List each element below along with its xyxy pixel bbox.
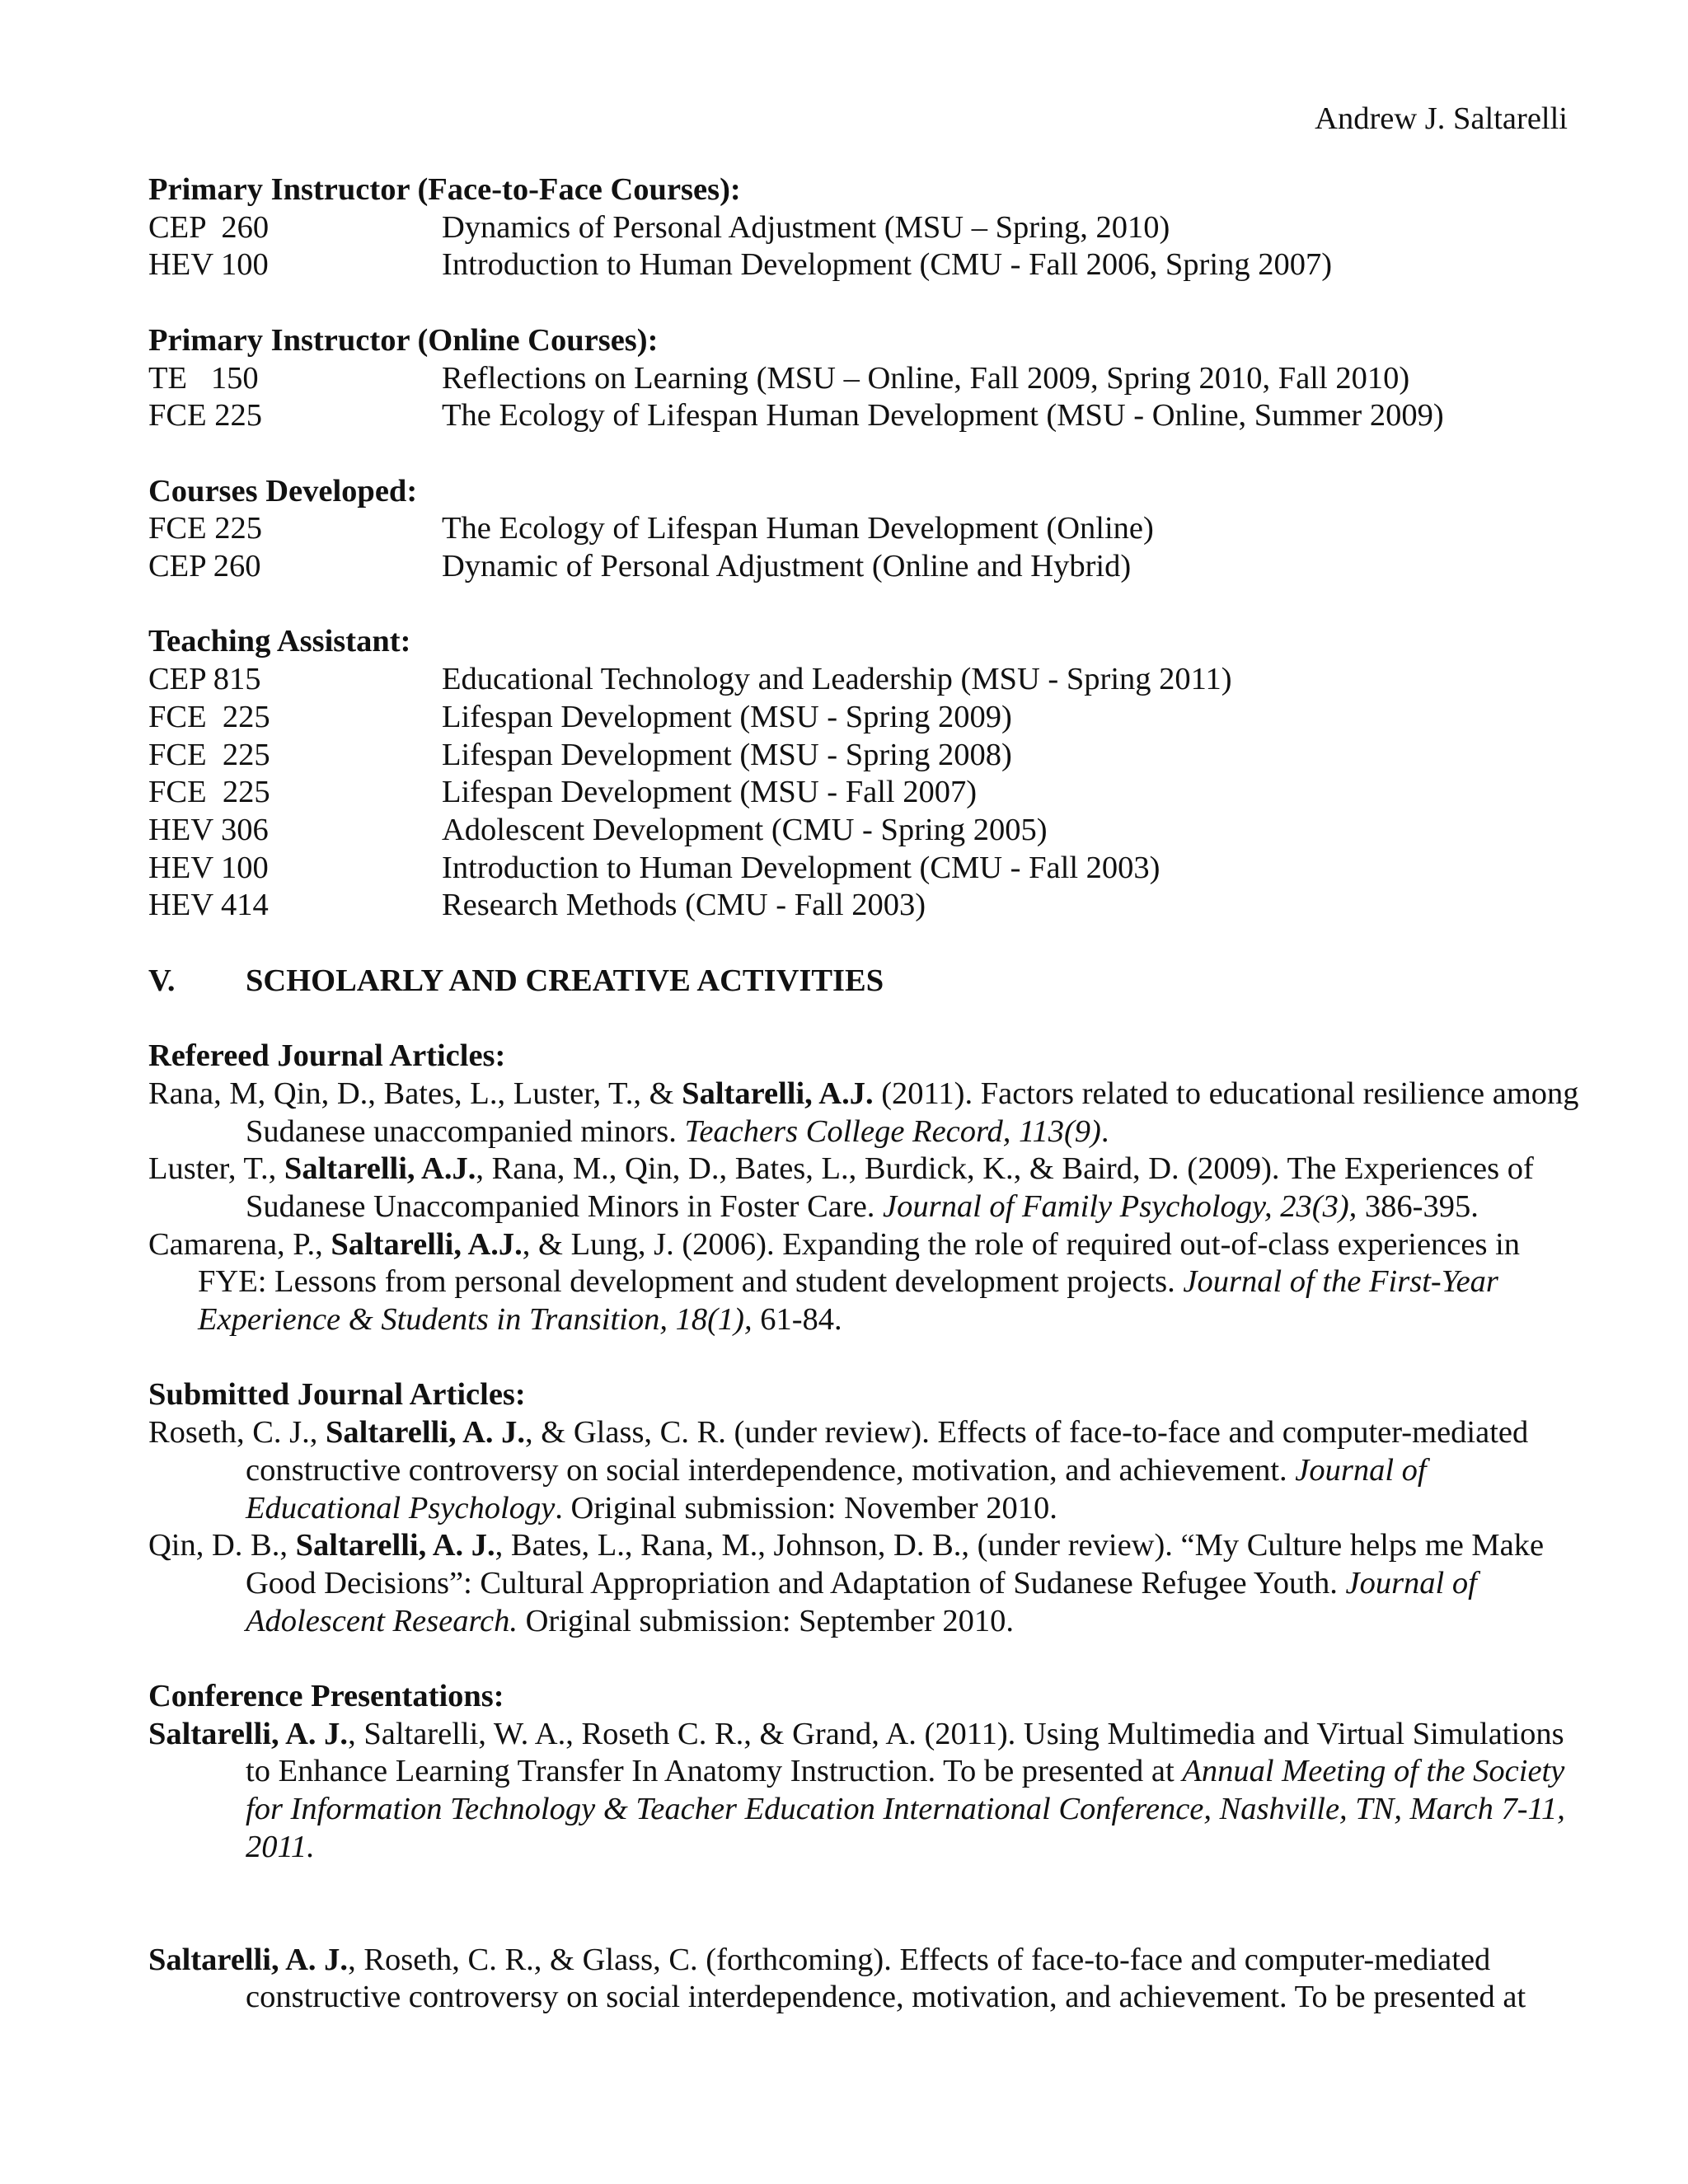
course-row (148, 209, 1582, 247)
ref-tail: . Original submission: November 2010. (555, 1490, 1057, 1526)
ref-tail: 61-84. (752, 1302, 842, 1338)
course-row (148, 699, 1582, 737)
ref-text: (2011). Factors related to educational resilience among Sudanese unaccompanied minors. (246, 1076, 1579, 1149)
course-title: Lifespan Development (MSU - Spring 2009) (442, 699, 1012, 734)
ref-author-highlight: Saltarelli, A. J. (148, 1942, 349, 1977)
ref-journal: Journal of Family Psychology, 23(3), (883, 1188, 1357, 1224)
reference-item (148, 1414, 1582, 1527)
course-title: Research Methods (CMU - Fall 2003) (442, 888, 926, 923)
teaching-block-assistant (148, 623, 1582, 925)
course-code: HEV 100 (148, 850, 269, 885)
spacer (148, 284, 1582, 322)
section-heading: Courses Developed: (148, 473, 418, 509)
ref-journal: Journal of Educational Psychology (246, 1452, 1427, 1526)
course-title: Dynamic of Personal Adjustment (Online and Hybrid) (442, 549, 1132, 583)
ref-author-highlight: Saltarelli, A. J. (325, 1415, 526, 1451)
ref-text: , & Lung, J. (2006). Expanding the role of required out-of-class experiences in FYE: Lessons from personal development and student development projects. (198, 1226, 1521, 1300)
course-row (148, 548, 1582, 586)
reference-item (148, 1942, 1582, 2017)
section-title-text: SCHOLARLY AND CREATIVE ACTIVITIES (246, 963, 884, 998)
ref-author-highlight: Saltarelli, A. J. (148, 1716, 349, 1751)
course-title: Dynamics of Personal Adjustment (MSU – Spring, 2010) (442, 209, 1170, 245)
reference-item (148, 1226, 1582, 1339)
course-row (148, 246, 1582, 284)
section-heading: Primary Instructor (Face-to-Face Courses): (148, 172, 741, 207)
course-code: CEP 260 (148, 209, 270, 245)
course-row (148, 774, 1582, 812)
ref-author-highlight: Saltarelli, A.J. (331, 1226, 523, 1262)
section-number: V. (148, 963, 176, 998)
course-row (148, 397, 1582, 435)
ref-authors: Qin, D. B., (148, 1528, 296, 1563)
reference-item (148, 1076, 1582, 1151)
conference-heading: Conference Presentations: (148, 1679, 504, 1714)
ref-text: , & Glass, C. R. (under review). Effects of face-to-face and computer-mediated constructive controversy on social interdependence, motivation, and achievement. (246, 1415, 1529, 1488)
ref-tail: . (1100, 1113, 1109, 1149)
course-row (148, 360, 1582, 398)
ref-text: , Rana, M., Qin, D., Bates, L., Burdick, K., & Baird, D. (2009). The Experiences of Sudanese Unaccompanied Minors in Foster Care. (246, 1151, 1534, 1224)
course-row (148, 661, 1582, 699)
course-title: Introduction to Human Development (CMU - Fall 2003) (442, 850, 1160, 885)
ref-authors: Rana, M, Qin, D., Bates, L., Luster, T., & (148, 1076, 682, 1111)
course-code: HEV 306 (148, 812, 269, 847)
ref-authors: Luster, T., (148, 1151, 284, 1187)
course-title: The Ecology of Lifespan Human Development (Online) (442, 511, 1154, 546)
course-code: FCE 225 (148, 511, 262, 546)
reference-item (148, 1716, 1582, 1867)
spacer (148, 435, 1582, 473)
course-title: Introduction to Human Development (CMU - Fall 2006, Spring 2007) (442, 247, 1333, 283)
course-row (148, 850, 1582, 888)
course-title: Reflections on Learning (MSU – Online, Fall 2009, Spring 2010, Fall 2010) (442, 360, 1410, 396)
reference-item (148, 1151, 1582, 1226)
spacer (148, 925, 1582, 963)
spacer (148, 1640, 1582, 1678)
ref-author-highlight: Saltarelli, A.J. (284, 1151, 476, 1187)
ref-author-highlight: Saltarelli, A.J. (682, 1076, 874, 1111)
ref-tail: Original submission: September 2010. (517, 1603, 1015, 1638)
document-body (148, 171, 1582, 2017)
spacer (148, 1867, 1582, 1942)
teaching-block-online (148, 322, 1582, 435)
course-code: HEV 414 (148, 888, 269, 923)
section-heading: Primary Instructor (Online Courses): (148, 322, 659, 358)
spacer (148, 586, 1582, 624)
course-code: FCE 225 (148, 699, 270, 734)
course-title: Lifespan Development (MSU - Fall 2007) (442, 775, 978, 810)
course-row (148, 887, 1582, 925)
course-code: TE 150 (148, 360, 259, 396)
course-code: HEV 100 (148, 247, 269, 283)
ref-tail: 386-395. (1357, 1188, 1479, 1224)
course-code: FCE 225 (148, 737, 270, 772)
ref-journal: Journal of Adolescent Research. (246, 1565, 1477, 1638)
ref-text: , Bates, L., Rana, M., Johnson, D. B., (under review). “My Culture helps me Make Good Decisions”: Cultural Appropriation and Adaptation of Sudanese Refugee Youth. (246, 1528, 1545, 1601)
ref-text: , Saltarelli, W. A., Roseth C. R., & Grand, A. (2011). Using Multimedia and Virtual Simulations to Enhance Learning Transfer In Anatomy Instruction. To be presented at (246, 1716, 1564, 1789)
ref-text: , Roseth, C. R., & Glass, C. (forthcoming). Effects of face-to-face and computer-mediated constructive controversy on social interdependence, motivation, and achievement. To be presented at (246, 1942, 1526, 2015)
spacer (148, 1000, 1582, 1038)
course-row (148, 812, 1582, 850)
ref-authors: Roseth, C. J., (148, 1415, 326, 1451)
course-title: Adolescent Development (CMU - Spring 2005) (442, 812, 1048, 847)
section-heading: Teaching Assistant: (148, 624, 411, 659)
ref-author-highlight: Saltarelli, A. J. (295, 1528, 495, 1563)
teaching-block-face-to-face (148, 171, 1582, 284)
refereed-heading: Refereed Journal Articles: (148, 1038, 506, 1074)
ref-authors: Camarena, P., (148, 1226, 331, 1262)
course-code: FCE 225 (148, 775, 270, 810)
course-title: Lifespan Development (MSU - Spring 2008) (442, 737, 1012, 772)
course-code: CEP 260 (148, 549, 261, 583)
spacer (148, 1339, 1582, 1377)
ref-journal: Annual Meeting of the Society for Information Technology & Teacher Education International Conference, Nashville, TN, March 7-11, 2011. (246, 1754, 1565, 1864)
course-title: Educational Technology and Leadership (MSU - Spring 2011) (442, 662, 1232, 697)
header-author-name: Andrew J. Saltarelli (1315, 101, 1568, 136)
course-title: The Ecology of Lifespan Human Development (MSU - Online, Summer 2009) (442, 398, 1444, 434)
course-code: CEP 815 (148, 662, 261, 697)
section-v-title (148, 963, 1582, 1001)
course-row (148, 510, 1582, 548)
ref-journal: Journal of the First-Year Experience & Students in Transition, 18(1), (198, 1264, 1498, 1338)
ref-journal: Teachers College Record, 113(9) (684, 1113, 1101, 1149)
course-row (148, 737, 1582, 775)
teaching-block-developed (148, 473, 1582, 586)
submitted-heading: Submitted Journal Articles: (148, 1377, 526, 1413)
reference-item (148, 1527, 1582, 1640)
course-code: FCE 225 (148, 398, 262, 434)
